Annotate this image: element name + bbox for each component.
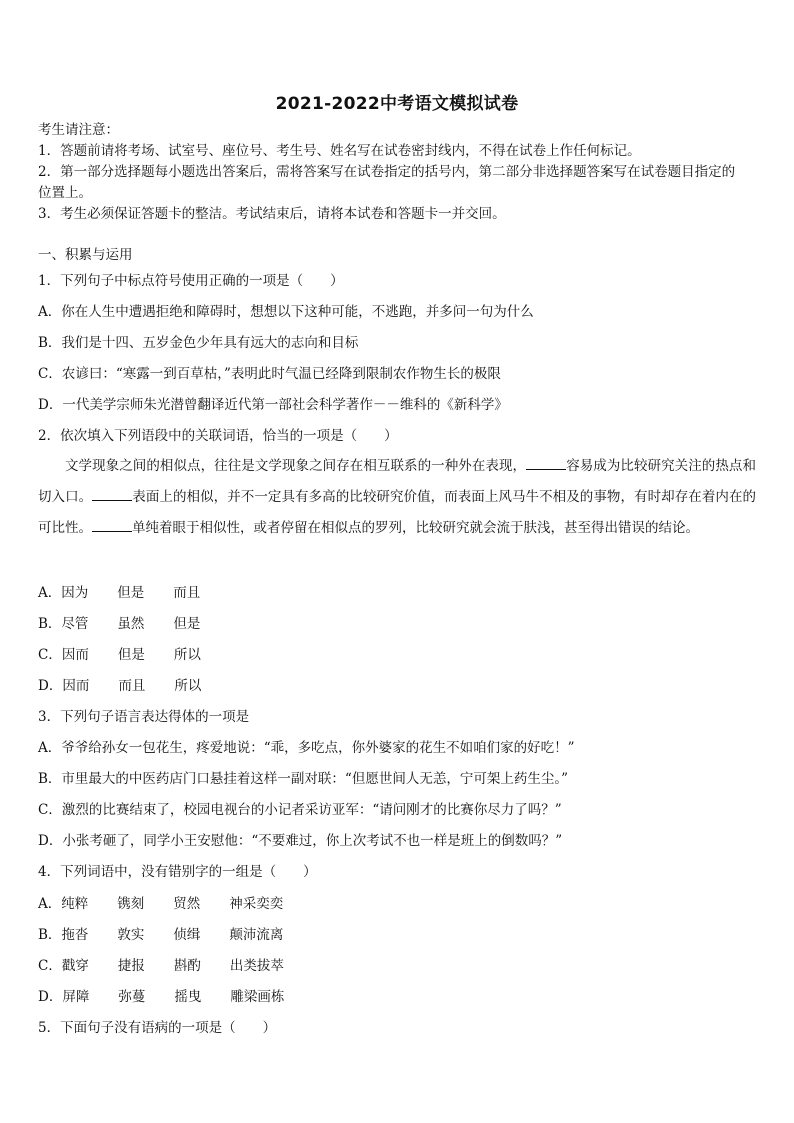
q1-stem: 1．下列句子中标点符号使用正确的一项是（ ） bbox=[38, 273, 344, 289]
q3-option-b: B．市里最大的中医药店门口悬挂着这样一副对联：“但愿世间人无恙，宁可架上药生尘。” bbox=[38, 771, 568, 787]
q1-option-c: C．农谚曰：“寒露一到百草枯，”表明此时气温已经降到限制农作物生长的极限 bbox=[38, 366, 501, 382]
notice-item-3: 3．考生必须保证答题卡的整洁。考试结束后，请将本试卷和答题卡一并交回。 bbox=[38, 206, 506, 222]
q2-blank-1 bbox=[526, 455, 566, 470]
q4-option-c: C．戳穿 捷报 斟酌 出类拔萃 bbox=[38, 958, 284, 974]
q2-blank-3 bbox=[92, 517, 132, 532]
q3-stem: 3．下列句子语言表达得体的一项是 bbox=[38, 709, 250, 725]
q2-passage-part-3: 表面上的相似，并不一定具有多高的比较研究价值，而表面上风马牛不相及的事物，有时却存在着内在的可比性。 bbox=[38, 489, 757, 536]
q1-option-a: A．你在人生中遭遇拒绝和障碍时，想想以下这种可能，不逃跑，并多问一句为什么 bbox=[38, 304, 534, 320]
q2-blank-2 bbox=[92, 486, 132, 501]
q4-option-a: A．纯粹 镌刻 贸然 神采奕奕 bbox=[38, 896, 284, 912]
q4-stem: 4．下列词语中，没有错别字的一组是（ ） bbox=[38, 864, 317, 880]
page-title: 2021-2022中考语文模拟试卷 bbox=[275, 94, 519, 114]
q1-option-d: D．一代美学宗师朱光潜曾翻译近代第一部社会科学著作－－维科的《新科学》 bbox=[38, 397, 508, 413]
notice-item-2: 2．第一部分选择题每小题选出答案后，需将答案写在试卷指定的括号内，第二部分非选择题答案写在试卷题目指定的 bbox=[38, 164, 736, 180]
q3-option-c: C．激烈的比赛结束了，校园电视台的小记者采访亚军：“请问刚才的比赛你尽力了吗？” bbox=[38, 802, 562, 818]
q2-passage-part-4: 单纯着眼于相似性，或者停留在相似点的罗列，比较研究就会流于肤浅，甚至得出错误的结论。 bbox=[132, 520, 699, 536]
notice-item-1: 1．答题前请将考场、试室号、座位号、考生号、姓名写在试卷密封线内，不得在试卷上作任何标记。 bbox=[38, 143, 641, 159]
q3-option-a: A．爷爷给孙女一包花生，疼爱地说：“乖，多吃点，你外婆家的花生不如咱们家的好吃！” bbox=[38, 740, 575, 756]
q3-option-d: D．小张考砸了，同学小王安慰他：“不要难过，你上次考试不也一样是班上的倒数吗？” bbox=[38, 833, 563, 849]
notice-item-2-cont: 位置上。 bbox=[38, 185, 92, 201]
q2-passage bbox=[38, 451, 756, 544]
q2-stem: 2．依次填入下列语段中的关联词语，恰当的一项是（ ） bbox=[38, 428, 398, 444]
section-heading: 一、积累与运用 bbox=[38, 247, 133, 263]
q2-passage-part-1: 文学现象之间的相似点，往往是文学现象之间存在相互联系的一种外在表现， bbox=[65, 458, 527, 474]
q2-option-a: A．因为 但是 而且 bbox=[38, 585, 201, 601]
q2-option-c: C．因而 但是 所以 bbox=[38, 647, 201, 663]
q5-stem: 5．下面句子没有语病的一项是（ ） bbox=[38, 1020, 277, 1036]
q4-option-d: D．屏障 弥蔓 摇曳 雕梁画栋 bbox=[38, 989, 285, 1005]
q1-option-b: B．我们是十四、五岁金色少年具有远大的志向和目标 bbox=[38, 335, 359, 351]
q2-option-b: B．尽管 虽然 但是 bbox=[38, 616, 201, 632]
q2-option-d: D．因而 而且 所以 bbox=[38, 678, 202, 694]
notice-heading: 考生请注意： bbox=[38, 122, 119, 138]
q4-option-b: B．拖沓 敦实 侦缉 颠沛流离 bbox=[38, 927, 284, 943]
q2-passage-part-2: 容易成为比较研究关注的热点和切入口。 bbox=[38, 458, 756, 505]
